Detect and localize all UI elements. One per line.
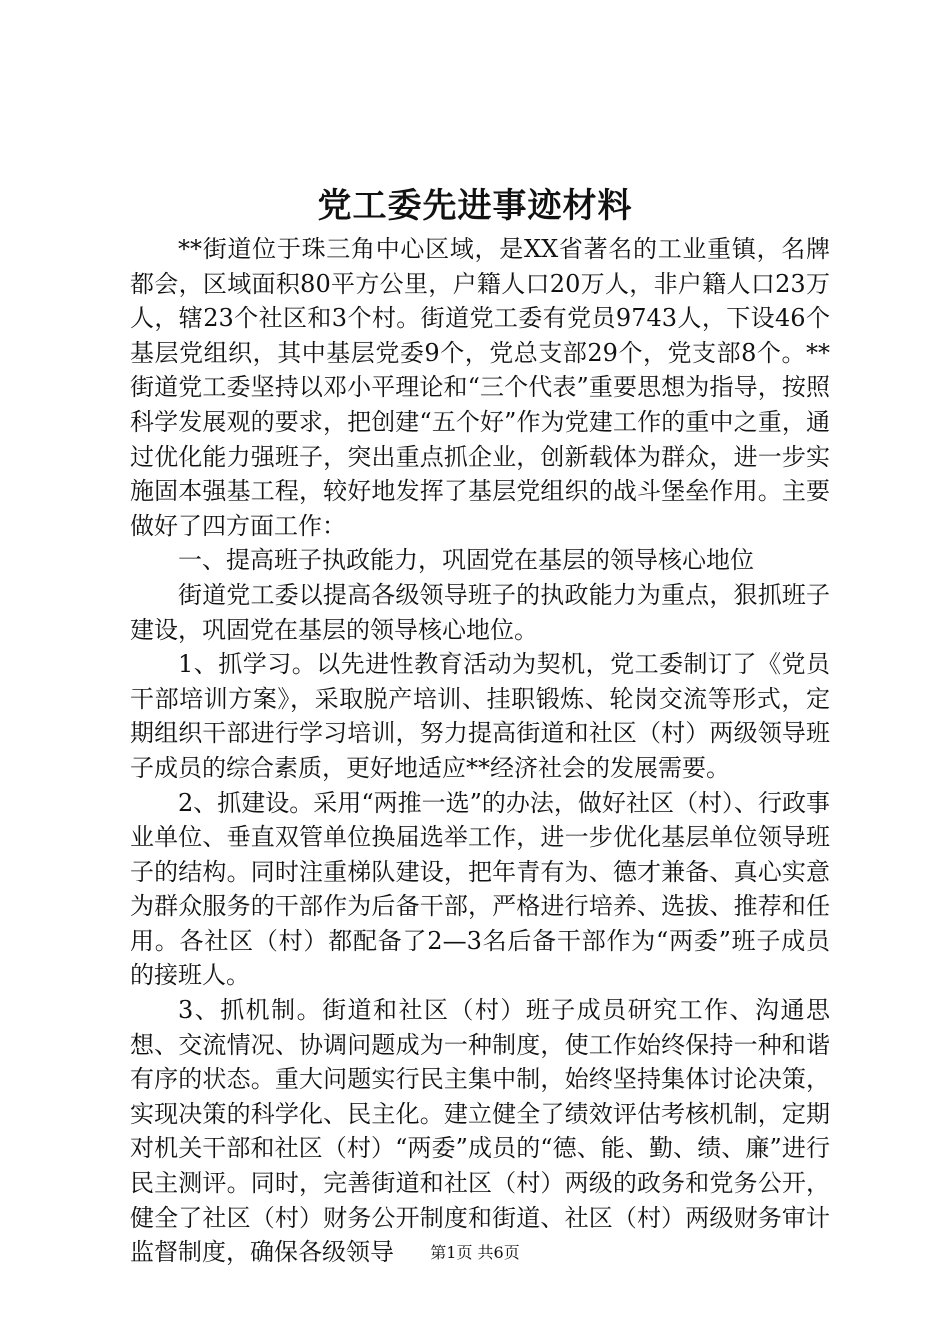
- section-heading-1: 一、提高班子执政能力，巩固党在基层的领导核心地位: [178, 546, 754, 575]
- paragraph-intro: **街道位于珠三角中心区域，是XX省著名的工业重镇，名牌都会，区域面积80平方公里，户籍人口20万人，非户籍人口23万人，辖23个社区和3个村。街道党工委有党员9743人，下设46个基层党组织，其中基层党委9个，党总支部29个，党支部8个。**街道党工委坚持以邓小平理论和“三个代表”重要思想为指导，按照科学发展观的要求，把创建“五个好”作为党建工作的重中之重，通过优化能力强班子，突出重点抓企业，创新载体为群众，进一步实施固本强基工程，较好地发挥了基层党组织的战斗堡垒作用。主要做好了四方面工作：: [130, 235, 830, 540]
- document-title: 党工委先进事迹材料: [317, 186, 633, 226]
- page-footer: 第1页 共6页: [430, 1243, 520, 1262]
- paragraph-item-3-mechanism: 3、抓机制。街道和社区（村）班子成员研究工作、沟通思想、交流情况、协调问题成为一种制度，使工作始终保持一种和谐有序的状态。重大问题实行民主集中制，始终坚持集体讨论决策，实现决策的科学化、民主化。建立健全了绩效评估考核机制，定期对机关干部和社区（村）“两委”成员的“德、能、勤、绩、廉”进行民主测评。同时，完善街道和社区（村）两级的政务和党务公开，健全了社区（村）财务公开制度和街道、社区（村）两级财务审计监督制度，确保各级领导: [130, 996, 830, 1267]
- paragraph-item-2-construction: 2、抓建设。采用“两推一选”的办法，做好社区（村）、行政事业单位、垂直双管单位换届选举工作，进一步优化基层单位领导班子的结构。同时注重梯队建设，把年青有为、德才兼备、真心实意为群众服务的干部作为后备干部，严格进行培养、选拔、推荐和任用。各社区（村）都配备了2—3名后备干部作为“两委”班子成员的接班人。: [130, 788, 830, 990]
- paragraph-section-1-summary: 街道党工委以提高各级领导班子的执政能力为重点，狠抓班子建设，巩固党在基层的领导核心地位。: [130, 580, 830, 644]
- paragraph-item-1-study: 1、抓学习。以先进性教育活动为契机，党工委制订了《党员干部培训方案》，采取脱产培训、挂职锻炼、轮岗交流等形式，定期组织干部进行学习培训，努力提高街道和社区（村）两级领导班子成员的综合素质，更好地适应**经济社会的发展需要。: [130, 650, 830, 782]
- document-body: [130, 232, 830, 1270]
